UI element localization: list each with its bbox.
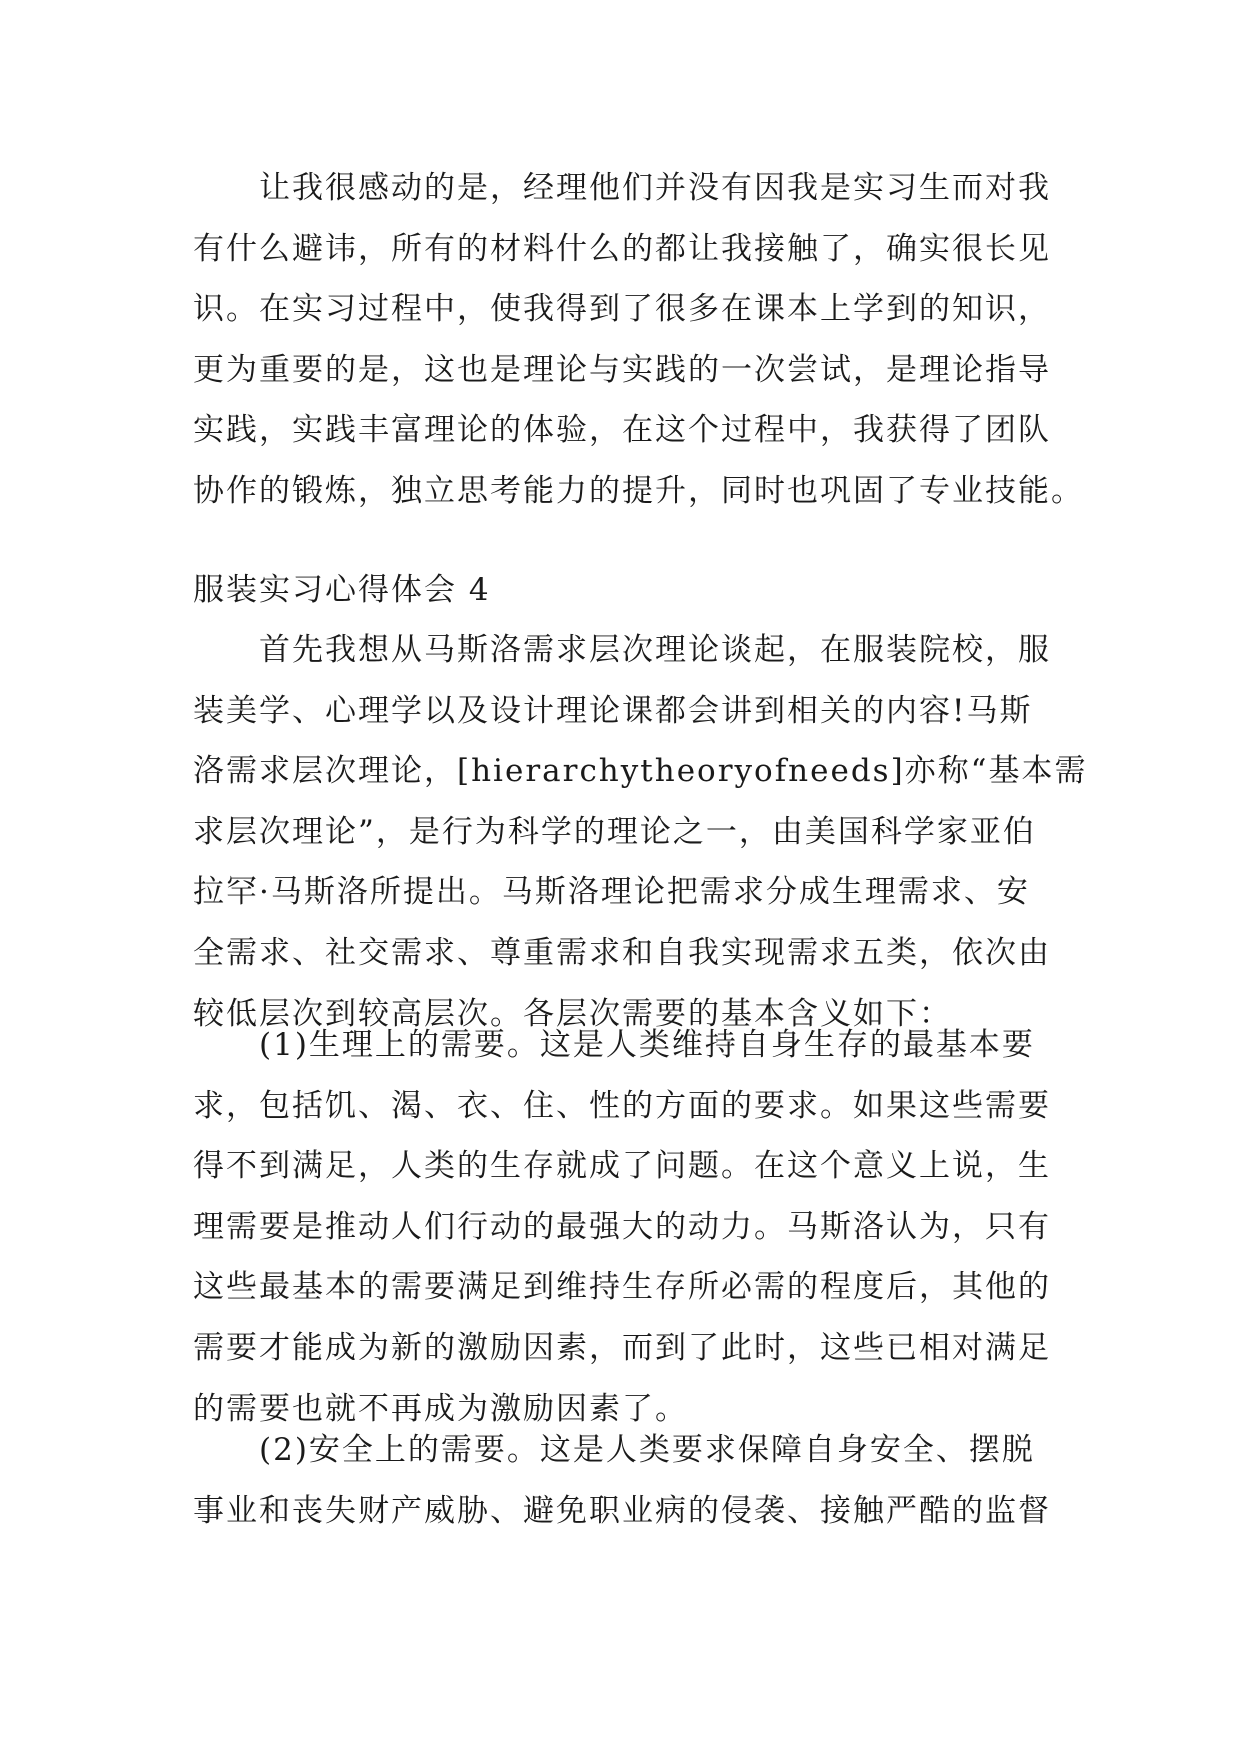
paragraph-2 bbox=[193, 620, 1088, 1044]
text-line: 理需要是推动人们行动的最强大的动力。马斯洛认为，只有 bbox=[193, 1208, 1051, 1245]
text-line: 得不到满足，人类的生存就成了问题。在这个意义上说，生 bbox=[193, 1148, 1051, 1185]
text-line: 协作的锻炼，独立思考能力的提升，同时也巩固了专业技能。 bbox=[193, 472, 1084, 509]
text-line: 全需求、社交需求、尊重需求和自我实现需求五类，依次由 bbox=[193, 934, 1051, 971]
text-line: 求层次理论”，是行为科学的理论之一，由美国科学家亚伯 bbox=[193, 813, 1036, 850]
text-line: 拉罕·马斯洛所提出。马斯洛理论把需求分成生理需求、安 bbox=[193, 874, 1030, 911]
paragraph-4 bbox=[193, 1420, 1053, 1541]
text-line: 的需要也就不再成为激励因素了。 bbox=[193, 1390, 688, 1427]
text-line: 识。在实习过程中，使我得到了很多在课本上学到的知识， bbox=[193, 291, 1051, 328]
text-line: 需要才能成为新的激励因素，而到了此时，这些已相对满足 bbox=[193, 1329, 1051, 1366]
paragraph-1 bbox=[193, 158, 1084, 522]
text-line: 让我很感动的是，经理他们并没有因我是实习生而对我 bbox=[259, 170, 1051, 206]
text-line: 有什么避讳，所有的材料什么的都让我接触了，确实很长见 bbox=[193, 230, 1051, 267]
text-line: (2)安全上的需要。这是人类要求保障自身安全、摆脱 bbox=[259, 1432, 1035, 1468]
paragraph-3 bbox=[193, 1015, 1053, 1439]
text-line: 洛需求层次理论，[hierarchytheoryofneeds]亦称“基本需 bbox=[193, 753, 1088, 790]
text-line: 装美学、心理学以及设计理论课都会讲到相关的内容!马斯 bbox=[193, 692, 1033, 729]
text-line: 首先我想从马斯洛需求层次理论谈起，在服装院校，服 bbox=[259, 632, 1051, 668]
text-line: 求，包括饥、渴、衣、住、性的方面的要求。如果这些需要 bbox=[193, 1087, 1051, 1124]
text-line: 更为重要的是，这也是理论与实践的一次尝试，是理论指导 bbox=[193, 351, 1051, 388]
section-heading-text: 服装实习心得体会 4 bbox=[193, 572, 491, 608]
section-heading bbox=[193, 560, 1053, 621]
text-line: 实践，实践丰富理论的体验，在这个过程中，我获得了团队 bbox=[193, 412, 1051, 449]
text-line: 较低层次到较高层次。各层次需要的基本含义如下： bbox=[193, 995, 952, 1032]
text-line: (1)生理上的需要。这是人类维持自身生存的最基本要 bbox=[259, 1027, 1035, 1063]
text-line: 事业和丧失财产威胁、避免职业病的侵袭、接触严酷的监督 bbox=[193, 1492, 1051, 1529]
text-line: 这些最基本的需要满足到维持生存所必需的程度后，其他的 bbox=[193, 1269, 1051, 1306]
